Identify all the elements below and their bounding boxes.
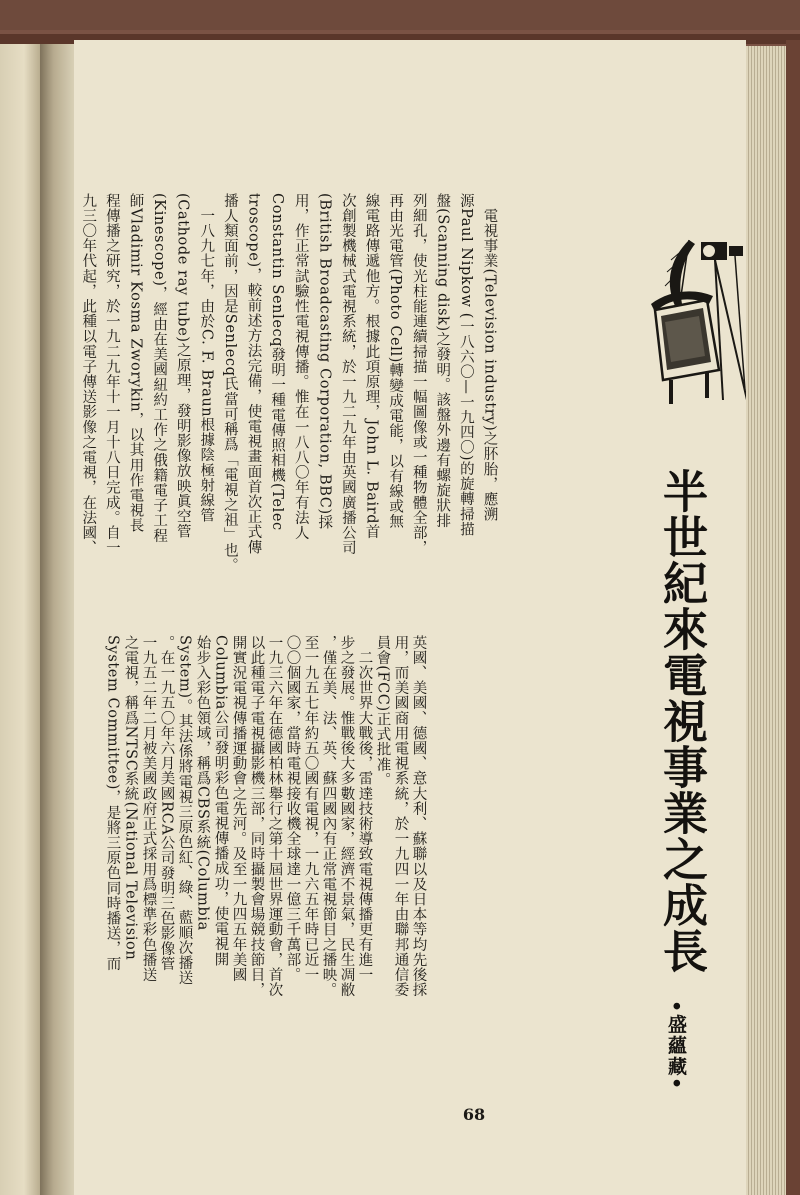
text-column: 程傳播之研究，於一九二九年十一月十八日完成。自一 xyxy=(103,193,120,556)
text-column: 一九五二年二月被美國政府正式採用爲標準彩色播送 xyxy=(140,635,157,983)
text-column: 始步入彩色領域，稱爲CBS系統(Columbia xyxy=(194,635,211,931)
article-title: 半世紀來電視事業之成長 xyxy=(655,468,708,974)
text-column: 再由光電管(Photo Cell)轉變成電能，以有線或無 xyxy=(387,193,404,530)
text-column: 用，而美國商用電視系統，於一九四一年由聯邦通信委 xyxy=(392,635,409,998)
text-column: ，僅在美、法、英、蘇四國內有正常電視節目之播映。 xyxy=(320,635,337,998)
text-column: 一八九七年，由於C. F. Braun根據陰極射線管 xyxy=(198,193,215,523)
book-page xyxy=(74,40,746,1195)
text-column: 開實況電視傳播運動會之先河。及至一九四五年美國 xyxy=(230,635,247,983)
left-page-edge xyxy=(0,44,41,1195)
text-column: 步之發展。惟戰後大多數國家，經濟不景氣，民生凋敝 xyxy=(338,635,355,998)
page-stack-edge xyxy=(746,46,786,1195)
article-author xyxy=(666,1000,685,1091)
text-column: 次創製機械式電視系統，於一九二九年由英國廣播公司 xyxy=(339,193,356,556)
tv-camera-icon xyxy=(649,230,759,410)
text-column: 播人類面前，因是Senlecq氏當可稱爲「電視之祖」也。 xyxy=(221,193,238,573)
text-column: System)。其法係將電視三原色紅、綠、藍順次播送 xyxy=(176,635,193,986)
book-cover-board-right xyxy=(786,40,800,1195)
text-column: 線電路傳遞他方。根據此項原理，John L. Baird首 xyxy=(363,193,380,540)
text-column: 電視事業(Television industry)之肧胎，應溯 xyxy=(481,193,498,522)
text-column: 二次世界大戰後，雷達技術導致電視傳播更有進一 xyxy=(356,635,373,983)
text-column: Constantin Senlecq發明一種電傳照相機(Telec xyxy=(269,193,286,531)
text-column: 列細孔，使光柱能連續掃描一幅圖像或一種物體全部， xyxy=(410,193,427,556)
text-column: 以此種電子電視攝影機三部，同時攝製會場競技節目， xyxy=(248,635,265,998)
text-column: 一九三六年在德國柏林舉行之第十屆世界運動會，首次 xyxy=(266,635,283,998)
book-gutter xyxy=(40,44,74,1195)
text-column: 至一九五七年約五〇國有電視，一九六五年時已近一 xyxy=(302,635,319,983)
text-column: 英國、美國、德國、意大利、蘇聯以及日本等均先後採 xyxy=(410,635,427,998)
text-column: Columbia公司發明彩色電視傳播成功，使電視開 xyxy=(212,635,229,967)
bullet-icon: • xyxy=(665,1000,687,1015)
text-column: troscope)，較前述方法完備，使電視畫面首次正式傳 xyxy=(245,193,262,555)
text-column: 盤(Scanning disk)之發明。該盤外邊有螺旋狀排 xyxy=(434,193,451,529)
text-column: 員會(FCC)正式批准。 xyxy=(374,635,391,788)
text-column: (Cathode ray tube)之原理，發明影像放映眞空管 xyxy=(174,193,191,539)
text-column: (British Broadcasting Corporation, BBC)採 xyxy=(316,193,333,530)
page-number: 68 xyxy=(462,1105,486,1124)
text-column: 之電視，稱爲NTSC系統(National Television xyxy=(122,635,139,961)
text-column: 師Vladimir Kosma Zworykin，以其用作電視長 xyxy=(127,193,144,534)
author-name: 盛蘊藏 xyxy=(665,1014,687,1078)
text-column: System Committee)，是將三原色同時播送，而 xyxy=(104,635,121,972)
text-column: 用，作正常試驗性電視傳播。惟在一八八〇年有法人 xyxy=(292,193,309,541)
text-column: 九三〇年代起，此種以電子傳送影像之電視，在法國、 xyxy=(80,193,97,556)
text-column: 。在一九五〇年六月美國RCA公司發明三色影像管 xyxy=(158,635,175,972)
text-column: 源Paul Nipkow (一八六〇—一九四〇)的旋轉掃描 xyxy=(457,193,474,537)
bullet-icon: • xyxy=(665,1077,687,1092)
text-column: (Kinescope)，經由在美國紐約工作之俄籍電子工程 xyxy=(151,193,168,544)
text-column: 〇〇個國家，當時電視接收機全球達一億三千萬部。 xyxy=(284,635,301,983)
